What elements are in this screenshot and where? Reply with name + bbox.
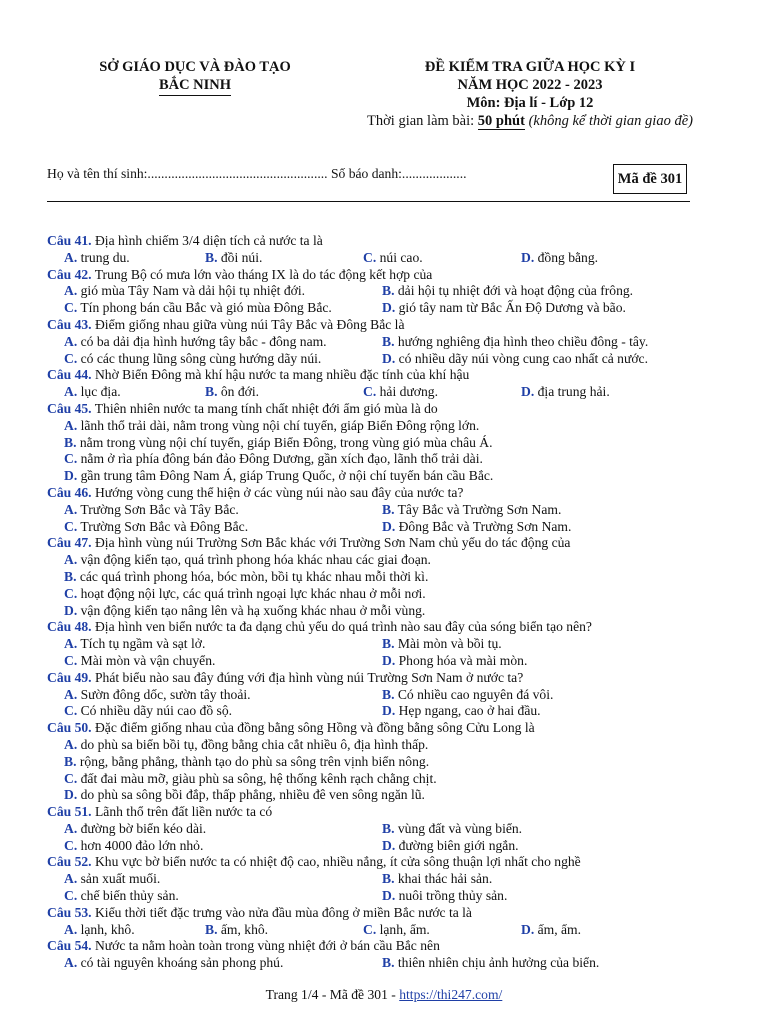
question-block	[47, 938, 707, 972]
question-stem	[47, 804, 707, 821]
answer-option	[47, 787, 425, 804]
question-stem	[47, 317, 707, 334]
question-stem	[47, 267, 707, 284]
answer-option	[363, 384, 521, 401]
option-letter: D.	[64, 468, 78, 484]
option-row	[47, 787, 707, 804]
option-text: có ba dải địa hình hướng tây bắc - đông nam.	[77, 333, 327, 349]
option-row	[47, 351, 707, 368]
answer-option	[382, 334, 700, 351]
question-text: Địa hình ven biển nước ta đa dạng chủ yếu do quá trình nào sau đây của sóng biển tạo nên?	[91, 619, 592, 635]
option-row	[47, 418, 707, 435]
question-number: Câu 41.	[47, 233, 92, 248]
option-text: Mài mòn và vận chuyển.	[77, 652, 216, 668]
question-block	[47, 317, 707, 367]
question-number: Câu 48.	[47, 619, 92, 635]
question-stem	[47, 401, 707, 418]
option-letter: A.	[64, 384, 78, 400]
option-letter: D.	[382, 837, 396, 853]
option-row	[47, 771, 707, 788]
option-letter: D.	[382, 703, 396, 719]
question-block	[47, 720, 707, 804]
answer-option	[47, 636, 382, 653]
option-text: đồi núi.	[217, 249, 263, 265]
answer-option	[47, 703, 382, 720]
option-letter: A.	[64, 736, 78, 752]
option-letter: D.	[521, 921, 535, 937]
footer-page-info: Trang 1/4 - Mã đề 301 -	[265, 987, 400, 1002]
option-text: do phù sa biển bồi tụ, đồng bằng chia cắt nhiều ô, địa hình thấp.	[77, 736, 429, 752]
question-block	[47, 401, 707, 485]
question-number: Câu 49.	[47, 669, 92, 685]
answer-option	[47, 871, 382, 888]
question-text: Kiểu thời tiết đặc trưng vào nửa đầu mùa đông ở miền Bắc nước ta là	[91, 904, 472, 920]
answer-option	[47, 603, 425, 620]
option-row	[47, 838, 707, 855]
option-letter: A.	[64, 249, 78, 265]
question-stem	[47, 535, 707, 552]
option-row	[47, 636, 707, 653]
option-text: địa trung hải.	[534, 384, 610, 400]
option-letter: C.	[64, 703, 78, 719]
option-text: đất đai màu mỡ, giàu phù sa sông, hệ thống kênh rạch chằng chịt.	[77, 770, 437, 786]
answer-option	[382, 821, 700, 838]
answer-option	[47, 283, 382, 300]
option-text: vùng đất và vùng biển.	[394, 820, 523, 836]
answer-option	[382, 351, 700, 368]
question-block	[47, 854, 707, 904]
option-text: lãnh thổ trải dài, nằm trong vùng nội chí tuyến, giáp Biển Đông rộng lớn.	[77, 417, 480, 433]
answer-option	[47, 653, 382, 670]
option-letter: D.	[64, 602, 78, 618]
question-block	[47, 267, 707, 317]
option-row	[47, 955, 707, 972]
student-info-line: Họ và tên thí sinh:..................................................... Số báo danh:...................	[47, 166, 467, 181]
option-text: đường biên giới ngắn.	[395, 837, 519, 853]
option-text: ôn đới.	[217, 384, 260, 400]
option-text: khai thác hải sản.	[394, 871, 493, 887]
question-text: Địa hình vùng núi Trường Sơn Bắc khác với Trường Sơn Nam chủ yếu do tác động của	[91, 535, 571, 551]
option-text: Tín phong bán cầu Bắc và gió mùa Đông Bắc.	[77, 300, 332, 316]
answer-option	[47, 771, 437, 788]
option-letter: C.	[363, 921, 377, 937]
question-text: Trung Bộ có mưa lớn vào tháng IX là do tác động kết hợp của	[91, 266, 433, 282]
option-row	[47, 468, 707, 485]
option-letter: B.	[382, 333, 395, 349]
answer-option	[521, 922, 679, 939]
question-list	[47, 233, 707, 972]
option-text: gần trung tâm Đông Nam Á, giáp Trung Quốc, ở nội chí tuyến bán cầu Bắc.	[77, 468, 494, 484]
question-text: Phát biểu nào sau đây đúng với địa hình vùng núi Trường Sơn Nam ở nước ta?	[91, 669, 524, 685]
answer-option	[382, 955, 700, 972]
option-letter: A.	[64, 283, 78, 299]
option-letter: D.	[521, 384, 535, 400]
answer-option	[47, 552, 431, 569]
question-block	[47, 485, 707, 535]
option-letter: B.	[64, 753, 77, 769]
answer-option	[47, 922, 205, 939]
option-letter: A.	[64, 955, 78, 971]
option-row	[47, 250, 707, 267]
option-text: nuôi trồng thủy sản.	[395, 888, 508, 904]
option-letter: D.	[521, 249, 535, 265]
option-row	[47, 519, 707, 536]
option-text: đường bờ biển kéo dài.	[77, 820, 207, 836]
option-letter: C.	[64, 518, 78, 534]
question-stem	[47, 938, 707, 955]
option-row	[47, 821, 707, 838]
answer-option	[382, 687, 700, 704]
option-letter: A.	[64, 417, 78, 433]
answer-option	[47, 334, 382, 351]
option-text: dải hội tụ nhiệt đới và hoạt động của frông.	[394, 283, 634, 299]
question-number: Câu 50.	[47, 720, 92, 736]
question-block	[47, 535, 707, 619]
option-letter: D.	[382, 888, 396, 904]
question-stem	[47, 854, 707, 871]
option-row	[47, 871, 707, 888]
option-text: hơn 4000 đảo lớn nhỏ.	[77, 837, 204, 853]
answer-option	[521, 384, 679, 401]
option-text: chế biến thủy sản.	[77, 888, 179, 904]
header-divider	[47, 201, 690, 202]
question-number: Câu 54.	[47, 938, 92, 954]
option-text: Sườn đông dốc, sườn tây thoải.	[77, 686, 251, 702]
subject-line: Môn: Địa lí - Lớp 12	[466, 95, 594, 111]
time-line	[330, 112, 730, 130]
option-letter: A.	[64, 501, 78, 517]
option-letter: A.	[64, 333, 78, 349]
option-letter: B.	[382, 955, 395, 971]
exam-title: ĐỀ KIỂM TRA GIỮA HỌC KỲ I	[424, 59, 636, 75]
option-letter: B.	[64, 434, 77, 450]
question-block	[47, 804, 707, 854]
answer-option	[47, 435, 493, 452]
option-letter: B.	[382, 871, 395, 887]
option-letter: B.	[205, 921, 218, 937]
option-text: lục địa.	[77, 384, 121, 400]
option-text: do phù sa sông bồi đắp, thấp phẳng, nhiều đê ven sông ngăn lũ.	[77, 787, 425, 803]
option-row	[47, 435, 707, 452]
option-letter: B.	[382, 820, 395, 836]
answer-option	[382, 636, 700, 653]
option-text: nằm trong vùng nội chí tuyến, giáp Biển Đông, trong vùng gió mùa châu Á.	[76, 434, 493, 450]
answer-option	[47, 451, 483, 468]
question-text: Lãnh thổ trên đất liền nước ta có	[91, 804, 273, 820]
option-text: sản xuất muối.	[77, 871, 161, 887]
question-number: Câu 45.	[47, 400, 92, 416]
option-row	[47, 737, 707, 754]
option-letter: D.	[382, 350, 396, 366]
option-row	[47, 552, 707, 569]
department-name: SỞ GIÁO DỤC VÀ ĐÀO TẠO	[99, 59, 291, 75]
option-row	[47, 603, 707, 620]
answer-option	[47, 384, 205, 401]
question-number: Câu 52.	[47, 854, 92, 870]
question-block	[47, 670, 707, 720]
option-text: Có nhiều dãy núi cao đồ sộ.	[77, 703, 233, 719]
question-number: Câu 42.	[47, 266, 92, 282]
answer-option	[363, 250, 521, 267]
answer-option	[382, 283, 700, 300]
time-note: (không kể thời gian giao đề)	[524, 113, 693, 129]
question-number: Câu 53.	[47, 904, 92, 920]
option-letter: C.	[64, 585, 78, 601]
question-number: Câu 44.	[47, 367, 92, 383]
answer-option	[47, 821, 382, 838]
option-text: hoạt động nội lực, các quá trình ngoại lực khác nhau ở mỗi nơi.	[77, 585, 426, 601]
option-text: thiên nhiên chịu ảnh hưởng của biển.	[394, 955, 600, 971]
option-letter: B.	[382, 686, 395, 702]
option-row	[47, 334, 707, 351]
option-letter: D.	[382, 652, 396, 668]
province-name: BẮC NINH	[159, 76, 231, 96]
option-letter: A.	[64, 921, 78, 937]
question-block	[47, 233, 707, 267]
option-text: ấm, khô.	[217, 921, 269, 937]
question-stem	[47, 485, 707, 502]
option-letter: B.	[382, 636, 395, 652]
question-stem	[47, 233, 707, 250]
option-row	[47, 502, 707, 519]
option-text: gió tây nam từ Bắc Ấn Độ Dương và bão.	[395, 300, 626, 316]
answer-option	[47, 502, 382, 519]
answer-option	[47, 586, 426, 603]
option-row	[47, 703, 707, 720]
answer-option	[47, 737, 428, 754]
question-number: Câu 46.	[47, 484, 92, 500]
option-text: các quá trình phong hóa, bóc mòn, bồi tụ khác nhau mỗi thời kì.	[76, 568, 429, 584]
option-text: Có nhiều cao nguyên đá vôi.	[394, 686, 554, 702]
option-text: Hẹp ngang, cao ở hai đầu.	[395, 703, 541, 719]
question-number: Câu 43.	[47, 316, 92, 332]
question-number: Câu 47.	[47, 535, 92, 551]
answer-option	[47, 838, 382, 855]
option-row	[47, 586, 707, 603]
option-letter: B.	[205, 249, 218, 265]
answer-option	[382, 502, 700, 519]
option-letter: B.	[205, 384, 218, 400]
answer-option	[205, 922, 363, 939]
option-letter: A.	[64, 552, 78, 568]
option-text: vận động kiến tạo, quá trình phong hóa khác nhau các giai đoạn.	[77, 552, 431, 568]
page-footer	[0, 987, 768, 1004]
question-stem	[47, 367, 707, 384]
option-row	[47, 922, 707, 939]
answer-option	[47, 955, 382, 972]
option-letter: C.	[64, 300, 78, 316]
option-letter: A.	[64, 871, 78, 887]
option-row	[47, 451, 707, 468]
option-text: có tài nguyên khoáng sản phong phú.	[77, 955, 284, 971]
option-text: Đông Bắc và Trường Sơn Nam.	[395, 518, 572, 534]
option-text: vận động kiến tạo nâng lên và hạ xuống khác nhau ở mỗi vùng.	[77, 602, 426, 618]
question-text: Điểm giống nhau giữa vùng núi Tây Bắc và Đông Bắc là	[91, 316, 405, 332]
answer-option	[47, 519, 382, 536]
answer-option	[47, 351, 382, 368]
option-text: núi cao.	[376, 249, 423, 265]
option-text: Tây Bắc và Trường Sơn Nam.	[394, 501, 562, 517]
answer-option	[47, 754, 429, 771]
option-row	[47, 300, 707, 317]
option-letter: B.	[382, 501, 395, 517]
option-text: rộng, bằng phẳng, thành tạo do phù sa sông trên vịnh biển nông.	[76, 753, 430, 769]
question-text: Đặc điểm giống nhau của đồng bằng sông Hồng và đồng bằng sông Cửu Long là	[91, 720, 535, 736]
question-block	[47, 905, 707, 939]
option-letter: C.	[64, 652, 78, 668]
option-letter: C.	[64, 888, 78, 904]
option-text: hướng nghiêng địa hình theo chiều đông - tây.	[394, 333, 649, 349]
answer-option	[382, 653, 700, 670]
answer-option	[205, 250, 363, 267]
option-row	[47, 888, 707, 905]
option-letter: A.	[64, 686, 78, 702]
answer-option	[47, 300, 382, 317]
answer-option	[382, 838, 700, 855]
option-letter: C.	[64, 451, 78, 467]
option-text: Phong hóa và mài mòn.	[395, 652, 528, 668]
question-stem	[47, 670, 707, 687]
question-block	[47, 619, 707, 669]
option-text: có nhiều dãy núi vòng cung cao nhất cả nước.	[395, 350, 648, 366]
time-value: 50 phút	[477, 113, 525, 129]
option-letter: C.	[64, 837, 78, 853]
option-letter: C.	[64, 770, 78, 786]
option-text: Tích tụ ngầm và sạt lở.	[77, 636, 206, 652]
option-letter: C.	[363, 249, 377, 265]
question-text: Nước ta nằm hoàn toàn trong vùng nhiệt đới ở bán cầu Bắc nên	[91, 938, 440, 954]
option-text: có các thung lũng sông cùng hướng dãy núi.	[77, 350, 322, 366]
option-text: đồng bằng.	[534, 249, 599, 265]
answer-option	[47, 687, 382, 704]
question-text: Khu vực bờ biển nước ta có nhiệt độ cao, nhiều nắng, ít cửa sông thuận lợi nhất cho nghề	[91, 854, 581, 870]
school-year: NĂM HỌC 2022 - 2023	[457, 77, 603, 93]
answer-option	[363, 922, 521, 939]
option-letter: C.	[363, 384, 377, 400]
question-stem	[47, 905, 707, 922]
answer-option	[47, 888, 382, 905]
footer-link[interactable]: https://thi247.com/	[399, 987, 503, 1002]
answer-option	[382, 888, 700, 905]
option-text: Mài mòn và bồi tụ.	[394, 636, 502, 652]
option-text: lạnh, khô.	[77, 921, 135, 937]
option-text: Trường Sơn Bắc và Tây Bắc.	[77, 501, 239, 517]
question-block	[47, 367, 707, 401]
question-number: Câu 51.	[47, 804, 92, 820]
answer-option	[47, 569, 428, 586]
answer-option	[521, 250, 679, 267]
option-text: hải dương.	[376, 384, 438, 400]
option-row	[47, 384, 707, 401]
answer-option	[47, 418, 479, 435]
answer-option	[47, 468, 493, 485]
question-text: Nhờ Biển Đông mà khí hậu nước ta mang nhiều đặc tính của khí hậu	[91, 367, 470, 383]
answer-option	[382, 519, 700, 536]
option-letter: D.	[382, 518, 396, 534]
option-text: gió mùa Tây Nam và dải hội tụ nhiệt đới.	[77, 283, 306, 299]
option-text: lạnh, ẩm.	[376, 921, 430, 937]
option-letter: A.	[64, 636, 78, 652]
answer-option	[382, 703, 700, 720]
option-row	[47, 283, 707, 300]
question-text: Địa hình chiếm 3/4 diện tích cả nước ta là	[91, 233, 323, 248]
department-header	[40, 58, 350, 96]
exam-header	[330, 58, 730, 130]
answer-option	[47, 250, 205, 267]
option-letter: D.	[382, 300, 396, 316]
option-letter: D.	[64, 787, 78, 803]
time-label: Thời gian làm bài:	[367, 113, 478, 129]
option-letter: B.	[382, 283, 395, 299]
option-letter: B.	[64, 568, 77, 584]
option-text: nằm ở rìa phía đông bán đảo Đông Dương, gần xích đạo, lãnh thổ trải dài.	[77, 451, 483, 467]
question-stem	[47, 720, 707, 737]
option-row	[47, 754, 707, 771]
answer-option	[382, 300, 700, 317]
option-row	[47, 569, 707, 586]
answer-option	[205, 384, 363, 401]
question-text: Hướng vòng cung thể hiện ở các vùng núi nào sau đây của nước ta?	[91, 484, 464, 500]
option-text: Trường Sơn Bắc và Đông Bắc.	[77, 518, 249, 534]
option-letter: C.	[64, 350, 78, 366]
option-row	[47, 653, 707, 670]
question-text: Thiên nhiên nước ta mang tính chất nhiệt đới ẩm gió mùa là do	[91, 400, 438, 416]
answer-option	[382, 871, 700, 888]
option-text: ấm, ẩm.	[534, 921, 582, 937]
option-text: trung du.	[77, 249, 130, 265]
exam-code-box: Mã đề 301	[613, 164, 687, 194]
option-row	[47, 687, 707, 704]
question-stem	[47, 619, 707, 636]
option-letter: A.	[64, 820, 78, 836]
